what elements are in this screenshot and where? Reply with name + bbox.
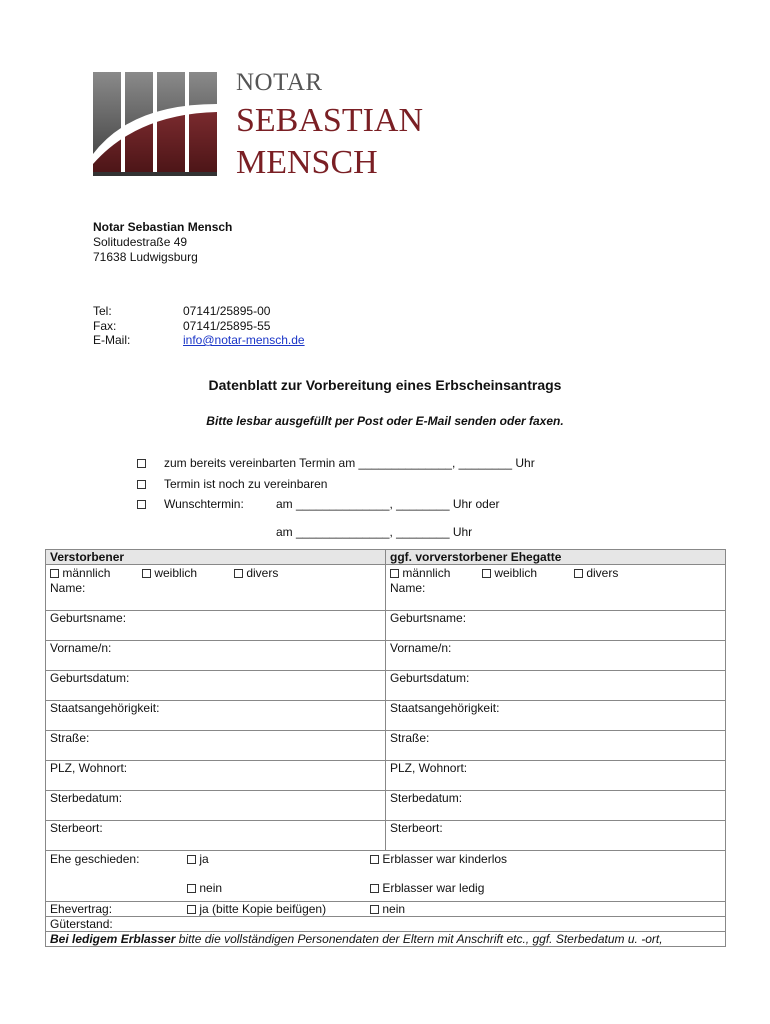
option-male[interactable] xyxy=(390,566,482,581)
checkbox[interactable] xyxy=(187,905,196,914)
checkbox[interactable] xyxy=(390,569,399,578)
divorced-yes[interactable] xyxy=(187,852,209,866)
option-label: weiblich xyxy=(494,566,538,580)
checkbox[interactable] xyxy=(50,569,59,578)
marriage-contract-row xyxy=(46,902,726,917)
option-diverse[interactable] xyxy=(574,566,618,581)
option-preferred-date[interactable] xyxy=(137,497,146,511)
checkbox[interactable] xyxy=(370,905,379,914)
address-block xyxy=(93,220,232,265)
field-death-date[interactable]: Sterbedatum: xyxy=(46,791,386,821)
contact-value: 07141/25895-55 xyxy=(183,318,271,333)
checkbox[interactable] xyxy=(370,884,379,893)
name-field-label: Name: xyxy=(390,581,426,595)
preferred-date-line2: am ______________, ________ Uhr xyxy=(276,525,473,539)
option-label: ja (bitte Kopie beifügen) xyxy=(199,902,327,916)
preferred-date-line1: am ______________, ________ Uhr oder xyxy=(276,497,500,511)
unmarried-note-row xyxy=(46,932,726,947)
field-birthname[interactable]: Geburtsname: xyxy=(46,611,386,641)
unmarried-note-bold: Bei ledigem Erblasser xyxy=(50,932,176,946)
contact-value: 07141/25895-00 xyxy=(183,304,271,318)
marital-row xyxy=(46,851,726,902)
col-head-deceased: Verstorbener xyxy=(46,550,386,565)
checkbox[interactable] xyxy=(142,569,151,578)
form-table xyxy=(45,549,726,947)
name-field-label: Name: xyxy=(50,581,86,595)
email-link[interactable]: info@notar-mensch.de xyxy=(183,333,305,347)
checkbox[interactable] xyxy=(187,855,196,864)
checkbox[interactable] xyxy=(187,884,196,893)
col-head-spouse: ggf. vorverstorbener Ehegatte xyxy=(386,550,726,565)
option-label: Erblasser war ledig xyxy=(382,881,485,895)
option-label: divers xyxy=(586,566,619,580)
field-death-place[interactable]: Sterbeort: xyxy=(46,821,386,851)
checkbox[interactable] xyxy=(234,569,243,578)
option-existing-appointment-label: zum bereits vereinbarten Termin am ______________, ________ Uhr xyxy=(164,456,535,470)
contact-tel xyxy=(93,304,305,319)
option-to-schedule-label: Termin ist noch zu vereinbaren xyxy=(164,477,328,491)
page-title: Datenblatt zur Vorbereitung eines Erbscheinsantrags xyxy=(208,377,562,393)
logo-name-last: MENSCH xyxy=(236,144,378,181)
contact-label: E-Mail: xyxy=(93,333,131,347)
contact-label: Tel: xyxy=(93,304,112,318)
field-firstname[interactable]: Vorname/n: xyxy=(46,641,386,671)
option-female[interactable] xyxy=(142,566,234,581)
option-label: ja xyxy=(199,852,209,866)
option-label: divers xyxy=(246,566,279,580)
marriage-contract-label: Ehevertrag: xyxy=(50,902,113,916)
option-label: männlich xyxy=(402,566,451,580)
unmarried-option[interactable] xyxy=(370,881,484,895)
checkbox[interactable] xyxy=(137,500,146,509)
marriage-contract-yes[interactable] xyxy=(187,902,326,916)
option-label: nein xyxy=(382,902,406,916)
field-death-date[interactable]: Sterbedatum: xyxy=(386,791,726,821)
checkbox[interactable] xyxy=(574,569,583,578)
option-to-schedule[interactable] xyxy=(137,477,146,491)
option-existing-appointment[interactable] xyxy=(137,456,146,470)
contact-email xyxy=(93,333,305,348)
unmarried-note-text: bitte die vollständigen Personendaten der Eltern mit Anschrift etc., ggf. Sterbedatum u. -ort, xyxy=(175,932,663,946)
checkbox[interactable] xyxy=(137,480,146,489)
property-regime-row[interactable]: Güterstand: xyxy=(46,917,726,932)
logo-mark xyxy=(93,72,217,176)
field-death-place[interactable]: Sterbeort: xyxy=(386,821,726,851)
address-name: Notar Sebastian Mensch xyxy=(93,220,233,234)
field-nationality[interactable]: Staatsangehörigkeit: xyxy=(46,701,386,731)
field-nationality[interactable]: Staatsangehörigkeit: xyxy=(386,701,726,731)
field-zip-city[interactable]: PLZ, Wohnort: xyxy=(46,761,386,791)
childless-option[interactable] xyxy=(370,852,507,866)
divorced-no[interactable] xyxy=(187,881,222,895)
spouse-sex-name-cell xyxy=(386,565,726,611)
field-birthdate[interactable]: Geburtsdatum: xyxy=(386,671,726,701)
checkbox[interactable] xyxy=(370,855,379,864)
contact-fax xyxy=(93,319,305,334)
option-male[interactable] xyxy=(50,566,142,581)
option-label: weiblich xyxy=(154,566,198,580)
logo-notar: NOTAR xyxy=(236,69,323,96)
option-diverse[interactable] xyxy=(234,566,278,581)
deceased-sex-name-cell xyxy=(46,565,386,611)
logo-name-first: SEBASTIAN xyxy=(236,102,424,139)
option-female[interactable] xyxy=(482,566,574,581)
checkbox[interactable] xyxy=(137,459,146,468)
field-street[interactable]: Straße: xyxy=(46,731,386,761)
option-label: nein xyxy=(199,881,223,895)
contact-label: Fax: xyxy=(93,318,117,333)
divorced-label: Ehe geschieden: xyxy=(50,852,140,866)
field-birthdate[interactable]: Geburtsdatum: xyxy=(46,671,386,701)
field-zip-city[interactable]: PLZ, Wohnort: xyxy=(386,761,726,791)
address-street: Solitudestraße 49 xyxy=(93,235,188,249)
field-firstname[interactable]: Vorname/n: xyxy=(386,641,726,671)
field-street[interactable]: Straße: xyxy=(386,731,726,761)
marriage-contract-no[interactable] xyxy=(370,902,405,916)
page-subtitle: Bitte lesbar ausgefüllt per Post oder E-Mail senden oder faxen. xyxy=(206,414,564,428)
contact-block xyxy=(93,304,305,348)
option-preferred-date-label: Wunschtermin: xyxy=(164,497,244,511)
checkbox[interactable] xyxy=(482,569,491,578)
address-city: 71638 Ludwigsburg xyxy=(93,250,198,264)
option-label: männlich xyxy=(62,566,111,580)
option-label: Erblasser war kinderlos xyxy=(382,852,508,866)
field-birthname[interactable]: Geburtsname: xyxy=(386,611,726,641)
